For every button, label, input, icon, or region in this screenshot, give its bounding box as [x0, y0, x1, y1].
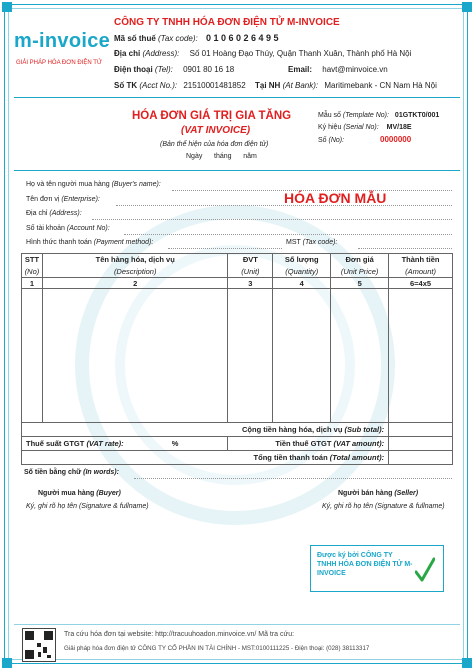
items-table [21, 253, 453, 465]
phone-label: Điện thoại [114, 65, 153, 74]
col-header-stt: STT [22, 254, 43, 266]
payment-line [168, 248, 282, 249]
body-cell [42, 289, 227, 423]
index-cell: 3 [228, 278, 273, 289]
company-email: havt@minvoice.vn [322, 65, 388, 74]
enterprise-label-en: (Enterprise): [61, 196, 100, 203]
account-row [114, 81, 246, 90]
number-label-en: (No): [328, 137, 345, 144]
corner-ornament [2, 658, 12, 668]
account-label-en: (Acct No.): [139, 81, 178, 90]
body-cell [331, 289, 389, 423]
digital-signature-box [310, 545, 444, 592]
col-header-amount: Thành tiền [389, 254, 453, 266]
serial-label: Ký hiệu [318, 124, 342, 131]
payment-label-en: (Payment method): [93, 239, 154, 246]
col-header-quantity-en: (Quantity) [273, 265, 331, 278]
vat-row [22, 437, 453, 451]
col-header-price: Đơn giá [331, 254, 389, 266]
phone-row [114, 65, 234, 74]
body-cell [228, 289, 273, 423]
qr-code-icon [22, 628, 56, 662]
buyer-account-row [26, 225, 110, 232]
buyer-account-label: Số tài khoản [26, 225, 65, 232]
footer-provider: Giải pháp hóa đơn điện tử CÔNG TY CỔ PHẦN IN TÀI CHÍNH - MST:0100111225 - Điện thoại: (028) 38113317 [64, 645, 370, 652]
invoice-date: Ngày tháng năm [186, 153, 257, 160]
words-line [134, 478, 452, 479]
checkmark-icon [415, 556, 435, 584]
serial-no: MV/18E [386, 124, 412, 131]
company-bank: Maritimebank - CN Nam Hà Nội [324, 81, 437, 90]
tax-code: 0 1 0 6 0 2 6 4 9 5 [205, 33, 279, 43]
subtotal-row [22, 423, 453, 437]
corner-ornament [462, 2, 472, 12]
body-cell [22, 289, 43, 423]
tax-label: Mã số thuế [114, 34, 156, 43]
company-account: 21510001481852 [183, 81, 246, 90]
buyer-address-row [26, 210, 82, 217]
table-header-row [22, 254, 453, 266]
bank-row [255, 81, 437, 90]
footer-lookup: Tra cứu hóa đơn tại website: http://tracuuhoadon.minvoice.vn/ Mã tra cứu: [64, 631, 295, 638]
corner-ornament [2, 2, 12, 12]
number-row [318, 135, 411, 144]
signature-note-en: (Signature & fullname) [374, 503, 445, 510]
address-label-en: (Address): [142, 49, 180, 58]
phone-label-en: (Tel): [154, 65, 173, 74]
number-label: Số [318, 137, 327, 144]
buyer-signature-note [26, 503, 149, 510]
buyer-mst-row [286, 239, 337, 246]
words-label: Số tiền bằng chữ [24, 469, 82, 476]
company-logo [14, 30, 126, 76]
total-label: Tổng tiền thanh toán [253, 453, 328, 462]
signature-note-en: (Signature & fullname) [78, 503, 149, 510]
col-header-stt-en: (No) [22, 265, 43, 278]
header-divider [14, 97, 460, 98]
vat-amount-label: Tiền thuế GTGT [275, 439, 332, 448]
buyer-signature-label: Người mua hàng [38, 490, 95, 497]
buyer-account-label-en: (Account No): [66, 225, 110, 232]
vat-percent: % [171, 439, 179, 448]
col-header-description-en: (Description) [42, 265, 227, 278]
email-row [288, 65, 388, 74]
seller-signature-title [338, 490, 418, 497]
total-cell [22, 451, 389, 465]
signature-note: Ký, ghi rõ họ tên [26, 503, 77, 510]
buyer-address-label-en: (Address): [49, 210, 82, 217]
template-row [318, 112, 439, 119]
col-header-unit: ĐVT [228, 254, 273, 266]
buyer-address-line [92, 219, 452, 220]
buyer-name-label-en: (Buyer's name): [111, 181, 161, 188]
tax-label-en: (Tax code): [158, 34, 198, 43]
buyer-mst-label-en: (Tax code): [302, 239, 338, 246]
table-header-en-row [22, 265, 453, 278]
total-value [389, 451, 453, 465]
seller-signature-label-en: (Seller) [394, 490, 419, 497]
vat-amount-label-en: (VAT amount): [333, 439, 385, 448]
buyer-mst-label: MST [286, 239, 301, 246]
enterprise-row [26, 196, 100, 203]
subtotal-label: Cộng tiền hàng hóa, dịch vụ [241, 425, 343, 434]
body-cell [273, 289, 331, 423]
address-label: Địa chỉ [114, 49, 141, 58]
buyer-signature-title [38, 490, 121, 497]
logo-text: m-invoice [14, 30, 111, 52]
buyer-address-label: Địa chỉ [26, 210, 48, 217]
buyer-name-label: Họ và tên người mua hàng [26, 181, 110, 188]
vat-amount-cell [228, 437, 389, 451]
company-address: Số 01 Hoàng Đạo Thúy, Quận Thanh Xuân, Thành phố Hà Nội [189, 49, 412, 58]
index-cell: 6=4x5 [389, 278, 453, 289]
words-row [24, 469, 119, 476]
company-phone: 0901 80 16 18 [183, 65, 235, 74]
serial-label-en: (Serial No): [343, 124, 379, 131]
invoice-note: (Bản thể hiện của hóa đơn điện tử) [160, 141, 269, 148]
invoice-number: 0000000 [380, 135, 412, 144]
table-body-row [22, 289, 453, 423]
index-cell: 5 [331, 278, 389, 289]
company-name: CÔNG TY TNHH HÓA ĐƠN ĐIỆN TỬ M-INVOICE [114, 17, 340, 28]
total-label-en: (Total amount): [329, 453, 385, 462]
template-label: Mẫu số [318, 112, 341, 119]
col-header-amount-en: (Amount) [389, 265, 453, 278]
subtotal-label-en: (Sub total): [344, 425, 385, 434]
buyer-mst-line [358, 248, 452, 249]
tax-row [114, 33, 279, 43]
index-cell: 4 [273, 278, 331, 289]
vat-rate-label: Thuế suất GTGT [26, 439, 85, 448]
total-row [22, 451, 453, 465]
vat-rate-cell [22, 437, 228, 451]
account-label: Số TK [114, 81, 138, 90]
template-no: 01GTKT0/001 [394, 112, 440, 119]
invoice-title: HÓA ĐƠN GIÁ TRỊ GIA TĂNG [132, 110, 292, 122]
serial-row [318, 124, 412, 131]
invoice-title-en: (VAT INVOICE) [181, 125, 251, 136]
enterprise-label: Tên đơn vị [26, 196, 60, 203]
words-label-en: (In words): [83, 469, 119, 476]
subtotal-value [389, 423, 453, 437]
email-label: Email: [288, 65, 313, 74]
signed-by-text: Được ký bởi CÔNG TY TNHH HÓA ĐƠN ĐIỆN TỬ M-INVOICE [317, 552, 413, 577]
col-header-description: Tên hàng hóa, dịch vụ [42, 254, 227, 266]
address-row [114, 49, 411, 58]
bank-label-en: (At Bank): [282, 81, 319, 90]
subtotal-cell [22, 423, 389, 437]
footer-divider [14, 624, 460, 625]
seller-signature-note [322, 503, 445, 510]
logo-tagline: GIẢI PHÁP HÓA ĐƠN ĐIỆN TỬ [16, 60, 103, 66]
payment-label: Hình thức thanh toán [26, 239, 92, 246]
buyer-signature-label-en: (Buyer) [96, 490, 121, 497]
seller-signature-label: Người bán hàng [338, 490, 393, 497]
bank-label: Tại NH [255, 81, 281, 90]
payment-row [26, 239, 153, 246]
index-cell: 1 [22, 278, 43, 289]
index-cell: 2 [42, 278, 227, 289]
col-header-price-en: (Unit Price) [331, 265, 389, 278]
template-label-en: (Template No): [342, 112, 389, 119]
signature-note: Ký, ghi rõ họ tên [322, 503, 373, 510]
buyer-account-line [124, 234, 452, 235]
table-index-row [22, 278, 453, 289]
corner-ornament [462, 658, 472, 668]
col-header-unit-en: (Unit) [228, 265, 273, 278]
sample-watermark: HÓA ĐƠN MẪU [284, 190, 387, 206]
vat-rate-label-en: (VAT rate): [86, 439, 124, 448]
body-cell [389, 289, 453, 423]
buyer-name-row [26, 181, 161, 188]
vat-amount-value [389, 437, 453, 451]
col-header-quantity: Số lượng [273, 254, 331, 266]
title-divider [14, 170, 460, 171]
